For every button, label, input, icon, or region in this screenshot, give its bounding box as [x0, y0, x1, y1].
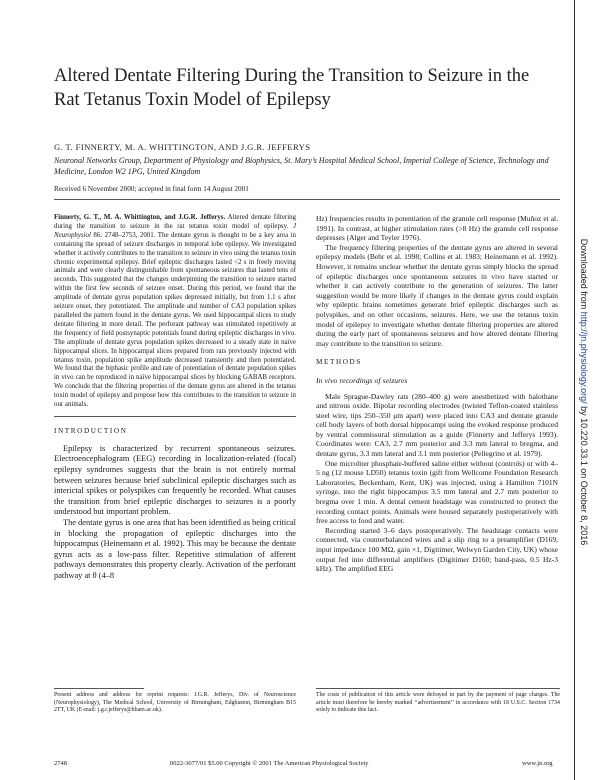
- methods-subheading: In vivo recordings of seizures: [316, 375, 408, 385]
- article-title: Altered Dentate Filtering During the Transition to Seizure in the Rat Tetanus Toxin Model of Epilepsy: [54, 66, 530, 110]
- page-number: 2748: [54, 760, 67, 767]
- footnote-costs: [316, 688, 560, 715]
- introduction-paragraph: The dentate gyrus is one area that has been identified as being critical in blocking the propagation of epileptic discharges into the hippocampus (Heinemann et al. 1992). This may be because the dentate gyrus acts as a low-pass filter. Repetitive stimulation of afferent pathways demonstrates this property clearly. Activation of the perforant pathway at θ (4–8: [54, 518, 297, 580]
- footnote-costs-text: The costs of publication of this article were defrayed in part by the payment of page charges. The article must therefore be hereby marked ‘‘advertisement’’ in accordance with 18 U.S.C. Section 1734 solely to indicate this fact.: [316, 692, 560, 714]
- banner-divider: [574, 0, 575, 780]
- methods-paragraph: One microliter phosphate-buffered saline either without (controls) or with 4–5 ng (12 mouse LD50) tetanus toxin (gift from Wellcome Foundation Research Laboratories, Beckenham, Kent, UK) was injected, using a Hamilton 7101N syringe, into the right hippocampus 3.5 mm lateral and 2.7 mm posterior to bregma over 1 min. A dental cement headstage was constructed to protect the recording contact points. Animals were housed separately postoperatively with free access to food and water.: [316, 458, 558, 526]
- methods-heading: METHODS: [316, 358, 362, 367]
- methods-paragraph: Male Sprague-Dawley rats (280–400 g) were anesthetized with halothane and nitrous oxide. Bipolar recording electrodes (twisted Teflon-coated stainless steel wire, tips 250–350 μm apart) were placed into CA3 and dentate granule cell body layers of both dorsal hippocampi using the evoked response produced by ventral commissural stimulation as a guide (Finnerty and Jefferys 1993). Coordinates were: CA3, 2.7 mm posterior and 3.3 mm lateral to bregma, and dentate gyrus, 3.3 mm lateral and 3.1 mm posterior (Pellegrino et al. 1979).: [316, 391, 558, 459]
- introduction-paragraph: Epilepsy is characterized by recurrent spontaneous seizures. Electroencephalogram (EEG) recording in localization-related (focal) epilepsy syndromes suggests that the brain is not entirely normal between seizures because brief subclinical epileptic discharges such as interictal spikes or polyspikes can frequently be recorded. What causes the transition from brief epileptic discharges to seizures is a poorly understood but important problem.: [54, 443, 296, 517]
- received-dates: Received 6 November 2000; accepted in final form 14 August 2001: [54, 185, 249, 193]
- continued-paragraph: Hz) frequencies results in potentiation of the granule cell response (Muñoz et al. 1991). In contrast, at higher stimulation rates (>8 Hz) the granule cell response depresses (Alger and Teyler 1976).: [316, 214, 558, 243]
- footnote-address-text: Present address and address for reprint requests: J.G.R. Jefferys, Div. of Neuroscience (Neurophysiology), The Medical School, University of Birmingham, Edgbaston, Birmingham B15 2TT, UK (E-mail: j.g.r.jefferys@bham.ac.uk).: [54, 692, 296, 714]
- abstract-divider: [54, 416, 296, 417]
- banner-prefix: Downloaded from: [579, 238, 589, 312]
- methods-paragraph: Recording started 3–6 days postoperatively. The headstage contacts were connected, via counterbalanced wires and a slip ring to a preamplifier (D169, input impedance 100 MΩ, gain ×1, Digitimer, Welwyn Garden City, UK) whose output fed into differential amplifiers (Digitimer D160; band-pass, 0.5 Hz-3 kHz). The amplified EEG: [316, 525, 558, 574]
- right-column: [316, 214, 558, 574]
- banner-link[interactable]: http://jn.physiology.org/: [579, 311, 589, 404]
- abstract-text: The dentate gyrus is thought to be a key area in containing the spread of seizure discharges in temporal lobe epilepsy. We investigated whether it actively contributes to the transition to seizure in vivo using the tetanus toxin chronic experimental epilepsy. Brief epileptic discharges lasted <2 s in freely moving animals and were clearly distinguishable from spontaneous seizures that lasted tens of seconds. This suggested that the changes underpinning the transition to seizure started within the first few seconds of seizure onset. During this period, we found that the amplitude of dentate gyrus population spikes depressed initially, but from 1.1 s after seizure onset, they potentiated. The amplitude and number of CA3 population spikes paralleled the pattern found in the dentate gyrus. We used hippocampal slices to study dentate filtering in more detail. The perforant pathway was stimulated repetitively at the frequency of field postsynaptic potentials found during epileptic discharges in vivo. The amplitude of dentate gyrus population spikes decreased to a steady state in naïve hippocampal slices. In hippocampal slices prepared from rats previously injected with tetanus toxin, population spike amplitude decreased transiently and then potentiated. We found that the biphasic profile and rate of potentiation of dentate population spikes in vivo can be reproduced in naïve hippocampal slices by blocking GABAB receptors. We conclude that the filtering properties of the dentate gyrus are altered in the tetanus toxin model of epilepsy and propose how this contributes to the transition to seizure in our animals.: [54, 231, 296, 409]
- body-paragraph: The frequency filtering properties of the dentate gyrus are altered in several epilepsy models (Behr et al. 1998; Collins et al. 1983; Heinemann et al. 1992). However, it remains unclear whether the dentate gyrus simply blocks the spread of epileptic discharges once spontaneous seizures in vivo have started or whether it can actively contribute to the generation of seizures. The latter suggestion would be more likely if changes in the dentate gyrus could explain why epileptic brains sometimes generate brief epileptic discharges such as polyspikes, and on other occasions, seizures. Here, we use the tetanus toxin model of epilepsy to investigate whether dentate filtering properties are altered during the early part of spontaneous seizures and how altered dentate filtering may contribute to the transition to seizure.: [316, 242, 558, 348]
- abstract-authors: Finnerty, G. T., M. A. Whittington, and J.G.R. Jefferys.: [54, 214, 226, 221]
- affiliation: Neuronal Networks Group, Department of Physiology and Biophysics, St. Mary’s Hospital Medical School, Imperial College of Science, Technology and Medicine, London W2 1PG, United Kingdom: [54, 156, 549, 176]
- abstract-journal: J Neurophysiol: [54, 222, 296, 239]
- author-list: G. T. FINNERTY, M. A. WHITTINGTON, AND J.G.R. JEFFERYS: [54, 142, 311, 152]
- download-banner-text: [579, 239, 589, 546]
- footnote-address: [54, 688, 296, 715]
- introduction-body: [54, 444, 296, 582]
- header-divider: [54, 199, 560, 200]
- introduction-heading: INTRODUCTION: [54, 426, 128, 435]
- journal-website: www.jn.org: [522, 760, 553, 767]
- abstract-citation-title: Altered dentate filtering during the transition to seizure in the rat tetanus toxin model of epilepsy.: [54, 214, 296, 230]
- abstract-reference: 86: 2748–2753, 2001.: [90, 231, 156, 239]
- left-column: [54, 214, 296, 582]
- copyright-line: 0022-3077/01 $5.00 Copyright © 2001 The American Physiological Society: [170, 760, 369, 767]
- banner-suffix: by 10.220.33.1 on October 8, 2016: [579, 403, 589, 546]
- abstract: [54, 214, 296, 410]
- section-spacer: [316, 348, 558, 356]
- footnote-divider: [316, 688, 560, 689]
- footnote-divider: [54, 688, 144, 689]
